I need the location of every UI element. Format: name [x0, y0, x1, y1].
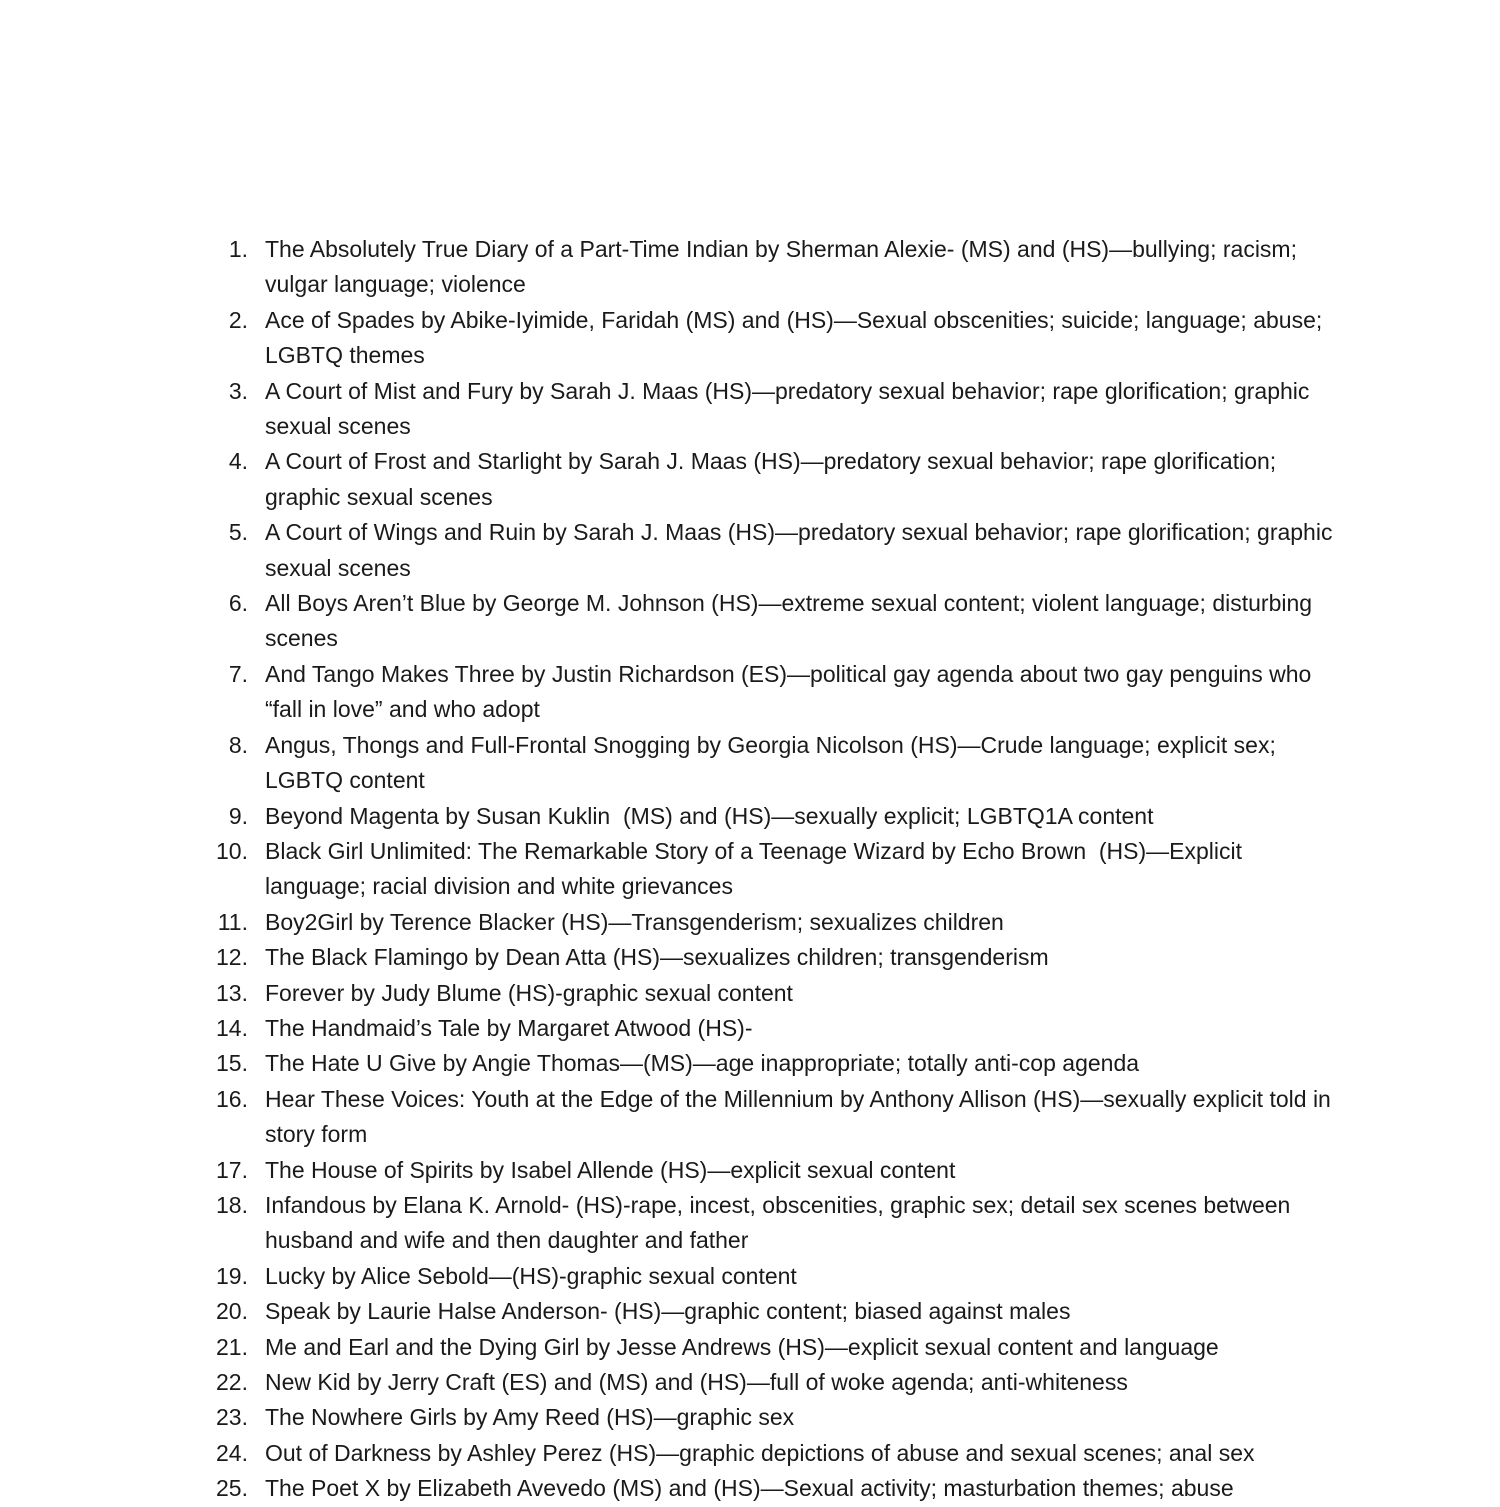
list-item	[200, 1330, 1500, 1365]
list-item-text: The Hate U Give by Angie Thomas—(MS)—age inappropriate; totally anti-cop agenda	[265, 1050, 1140, 1077]
list-item	[200, 1259, 1500, 1294]
list-item	[200, 1471, 1500, 1506]
list-item-text: New Kid by Jerry Craft (ES) and (MS) and (HS)—full of woke agenda; anti-whiteness	[265, 1369, 1128, 1395]
list-item	[200, 728, 1500, 799]
list-item-text: The Absolutely True Diary of a Part-Time Indian by Sherman Alexie- (MS) and (HS)—bullying; racism; vulgar language; violence	[265, 236, 1304, 298]
list-item-text: Out of Darkness by Ashley Perez (HS)—graphic depictions of abuse and sexual scenes; anal sex	[265, 1439, 1255, 1466]
list-item-number: 14.	[216, 1014, 248, 1041]
list-item-number: 12.	[216, 944, 248, 971]
list-item	[200, 905, 1500, 940]
list-item	[200, 1011, 1500, 1046]
list-item-text: Infandous by Elana K. Arnold- (HS)-rape, incest, obscenities, graphic sex; detail sex scenes between husband and wife and then daughter and father	[265, 1191, 1297, 1254]
list-item-text: A Court of Mist and Fury by Sarah J. Maas (HS)—predatory sexual behavior; rape glorification; graphic sexual scenes	[265, 377, 1316, 440]
list-item-number: 8.	[228, 731, 248, 758]
list-item	[200, 834, 1500, 905]
list-item	[200, 586, 1500, 657]
list-item-number: 22.	[216, 1369, 248, 1395]
list-item-number: 13.	[216, 979, 248, 1006]
list-item-text: Angus, Thongs and Full-Frontal Snogging by Georgia Nicolson (HS)—Crude language; explicit sex; LGBTQ content	[265, 731, 1283, 794]
list-item-text: Speak by Laurie Halse Anderson- (HS)—graphic content; biased against males	[265, 1298, 1071, 1325]
banned-books-list	[200, 232, 1500, 1507]
list-item	[200, 232, 1500, 303]
list-item-text: The Poet X by Elizabeth Avevedo (MS) and (HS)—Sexual activity; masturbation themes; abuse	[265, 1475, 1234, 1502]
list-item-number: 4.	[228, 448, 248, 475]
list-item-text: Boy2Girl by Terence Blacker (HS)—Transgenderism; sexualizes children	[265, 908, 1004, 935]
list-item-text: Beyond Magenta by Susan Kuklin (MS) and (HS)—sexually explicit; LGBTQ1A content	[265, 802, 1154, 829]
list-item	[200, 799, 1500, 834]
list-item	[200, 303, 1500, 374]
list-item-number: 6.	[228, 590, 248, 617]
list-item	[200, 1153, 1500, 1188]
list-item-text: The House of Spirits by Isabel Allende (HS)—explicit sexual content	[265, 1156, 956, 1183]
list-item-number: 15.	[216, 1050, 248, 1077]
list-item-number: 25.	[216, 1475, 248, 1502]
list-item-number: 20.	[216, 1298, 248, 1325]
list-item-text: The Nowhere Girls by Amy Reed (HS)—graphic sex	[265, 1404, 795, 1431]
list-item-number: 7.	[228, 660, 248, 687]
list-item-number: 3.	[228, 377, 248, 404]
list-item-text: Me and Earl and the Dying Girl by Jesse Andrews (HS)—explicit sexual content and language	[265, 1333, 1219, 1360]
list-item	[200, 1294, 1500, 1329]
list-item	[200, 515, 1500, 586]
list-item-text: Forever by Judy Blume (HS)-graphic sexual content	[265, 979, 793, 1006]
list-item-number: 21.	[216, 1333, 248, 1360]
list-item-text: A Court of Wings and Ruin by Sarah J. Maas (HS)—predatory sexual behavior; rape glorification; graphic sexual scenes	[265, 519, 1339, 581]
list-item-number: 1.	[228, 236, 248, 262]
list-item-number: 10.	[216, 837, 248, 864]
list-item-number: 23.	[216, 1404, 248, 1431]
list-item-number: 18.	[216, 1191, 248, 1218]
list-item-text: Hear These Voices: Youth at the Edge of the Millennium by Anthony Allison (HS)—sexually explicit told in story form	[265, 1085, 1338, 1148]
list-item	[200, 1082, 1500, 1153]
list-item	[200, 374, 1500, 445]
list-item-text: Lucky by Alice Sebold—(HS)-graphic sexual content	[265, 1262, 797, 1289]
list-item-number: 11.	[217, 908, 248, 935]
list-item	[200, 1188, 1500, 1259]
list-item	[200, 976, 1500, 1011]
list-item-number: 19.	[216, 1262, 248, 1289]
list-item	[200, 1436, 1500, 1471]
list-item-text: The Black Flamingo by Dean Atta (HS)—sexualizes children; transgenderism	[265, 944, 1049, 971]
list-item-number: 16.	[216, 1085, 248, 1112]
list-item	[200, 444, 1500, 515]
list-item	[200, 657, 1500, 728]
list-item-number: 24.	[216, 1439, 248, 1466]
list-item-number: 17.	[216, 1156, 248, 1183]
list-item	[200, 940, 1500, 975]
list-item-text: And Tango Makes Three by Justin Richardson (ES)—political gay agenda about two gay penguins who “fall in love” and who adopt	[265, 660, 1318, 723]
list-item-number: 2.	[228, 306, 248, 333]
list-item	[200, 1365, 1500, 1400]
list-item-text: A Court of Frost and Starlight by Sarah J. Maas (HS)—predatory sexual behavior; rape glorification; graphic sexual scenes	[265, 448, 1283, 510]
list-item-text: Ace of Spades by Abike-Iyimide, Faridah (MS) and (HS)—Sexual obscenities; suicide; language; abuse; LGBTQ themes	[265, 306, 1329, 369]
list-item-number: 9.	[228, 802, 248, 829]
list-item-number: 5.	[228, 519, 248, 546]
list-item-text: All Boys Aren’t Blue by George M. Johnson (HS)—extreme sexual content; violent language; disturbing scenes	[265, 590, 1319, 652]
list-item-text: Black Girl Unlimited: The Remarkable Story of a Teenage Wizard by Echo Brown (HS)—Explicit language; racial division and white grievances	[265, 837, 1249, 900]
list-item	[200, 1400, 1500, 1435]
list-item-text: The Handmaid’s Tale by Margaret Atwood (HS)-	[265, 1014, 753, 1041]
list-item	[200, 1046, 1500, 1081]
